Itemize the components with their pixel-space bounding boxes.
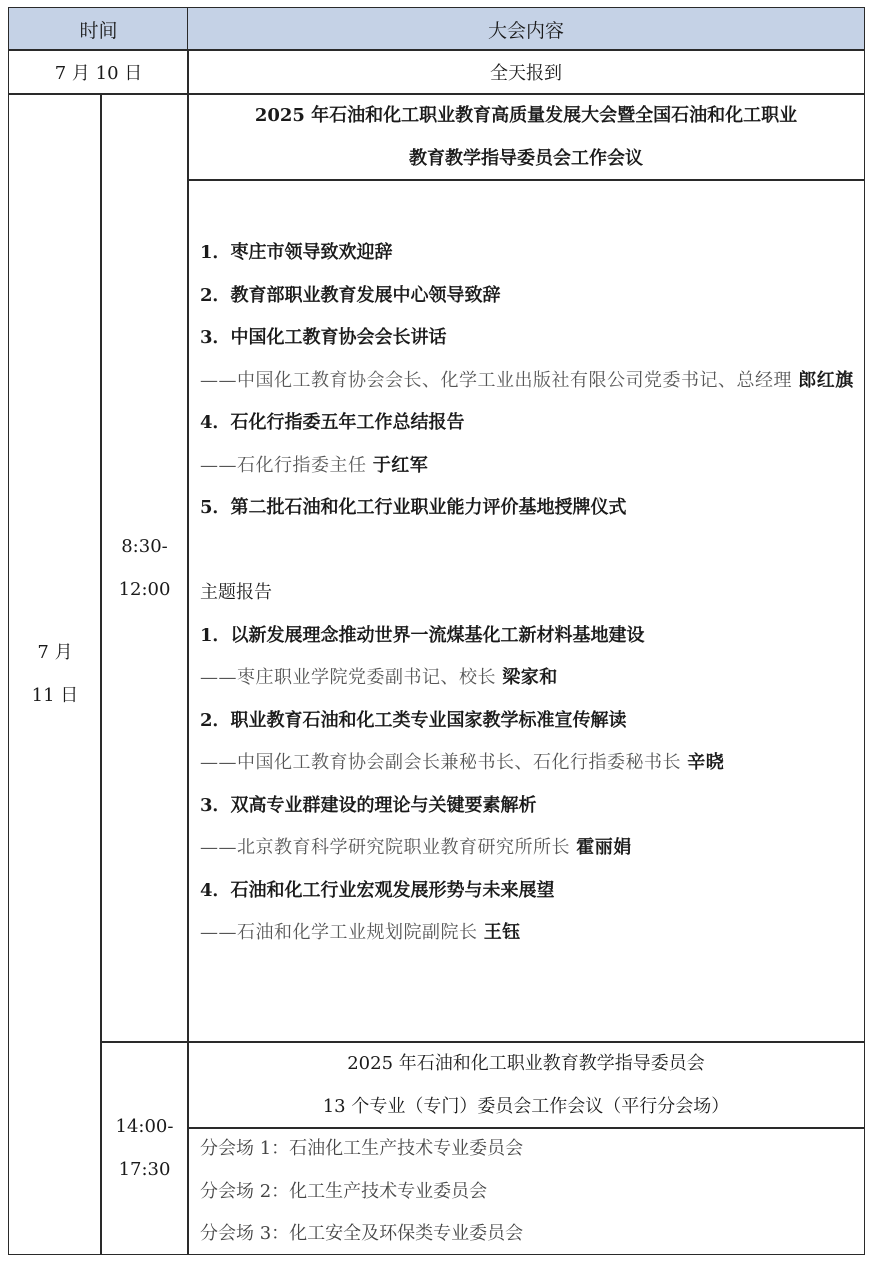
report-1-speaker-title: ——枣庄职业学院党委副书记、校长 [200, 667, 496, 688]
report-1-speaker-name: 梁家和 [502, 667, 558, 688]
afternoon-title-cell [187, 1041, 865, 1129]
report-2-speaker-name: 辛晓 [687, 752, 725, 773]
agenda-item-4-speaker [200, 445, 864, 488]
morning-title-line1: 2025 年石油和化工职业教育高质量发展大会暨全国石油和化工职业 [254, 105, 798, 126]
afternoon-time-end: 17:30 [118, 1159, 171, 1180]
afternoon-time-start: 14:00- [115, 1116, 174, 1137]
report-2: 2．职业教育石油和化工类专业国家教学标准宣传解读 [200, 709, 627, 731]
morning-title-line2: 教育教学指导委员会工作会议 [409, 148, 643, 169]
day2-date-cell [8, 93, 102, 1255]
afternoon-time [116, 1105, 174, 1191]
day2-date-month: 7 月 [37, 642, 73, 663]
report-2-speaker [200, 742, 864, 785]
afternoon-title-line2: 13 个专业（专门）委员会工作会议（平行分会场） [322, 1096, 730, 1117]
agenda-item-3-speaker-title: ——中国化工教育协会会长、化学工业出版社有限公司党委书记、总经理 [200, 369, 792, 391]
day1-content: 全天报到 [490, 63, 562, 84]
agenda-item-4: 4．石化行指委五年工作总结报告 [200, 412, 465, 433]
afternoon-time-cell [100, 1041, 189, 1255]
report-1-speaker [200, 657, 864, 700]
agenda-item-4-speaker-name: 于红军 [372, 454, 429, 476]
session-3: 分会场 3：化工安全及环保类专业委员会 [200, 1223, 524, 1244]
schedule-table [8, 7, 865, 1255]
morning-time [119, 525, 171, 611]
header-time-cell [8, 7, 189, 51]
report-3-speaker-title: ——北京教育科学研究院职业教育研究所所长 [200, 837, 570, 858]
morning-time-start: 8:30- [121, 536, 168, 557]
session-1: 分会场 1：石油化工生产技术专业委员会 [200, 1138, 524, 1159]
morning-time-cell [100, 93, 189, 1043]
report-3: 3．双高专业群建设的理论与关键要素解析 [200, 794, 537, 816]
report-1: 1．以新发展理念推动世界一流煤基化工新材料基地建设 [200, 624, 645, 646]
report-3-speaker-name: 霍丽娟 [576, 837, 632, 858]
report-4: 4．石油和化工行业宏观发展形势与未来展望 [200, 879, 555, 901]
day1-content-cell [187, 49, 865, 95]
day2-date [32, 631, 79, 717]
agenda-item-3-speaker [200, 360, 855, 403]
report-2-speaker-title: ——中国化工教育协会副会长兼秘书长、石化行指委秘书长 [200, 752, 681, 773]
day1-date: 7 月 10 日 [54, 63, 143, 84]
afternoon-sessions-cell [187, 1127, 865, 1255]
header-time-label: 时间 [79, 19, 118, 42]
report-4-speaker-name: 王钰 [483, 922, 521, 943]
report-heading: 主题报告 [200, 582, 272, 603]
agenda-item-1: 1．枣庄市领导致欢迎辞 [200, 242, 393, 263]
afternoon-title-line1: 2025 年石油和化工职业教育教学指导委员会 [347, 1053, 705, 1074]
report-3-speaker [200, 827, 864, 870]
agenda-item-3-speaker-name: 郎红旗 [798, 369, 854, 391]
session-2: 分会场 2：化工生产技术专业委员会 [200, 1180, 488, 1202]
agenda-item-4-speaker-title: ——石化行指委主任 [200, 454, 367, 476]
morning-title-cell [187, 93, 865, 181]
agenda-item-5: 5．第二批石油和化工行业职业能力评价基地授牌仪式 [200, 497, 627, 518]
morning-time-end: 12:00 [118, 579, 171, 600]
report-4-speaker-title: ——石油和化学工业规划院副院长 [200, 922, 478, 943]
report-4-speaker [200, 912, 864, 955]
agenda-item-2: 2．教育部职业教育发展中心领导致辞 [200, 284, 501, 306]
day1-date-cell [8, 49, 189, 95]
header-content-cell [187, 7, 865, 51]
morning-agenda-cell [187, 179, 865, 1043]
agenda-item-3: 3．中国化工教育协会会长讲话 [200, 327, 447, 348]
day2-date-day: 11 日 [31, 685, 79, 706]
header-content-label: 大会内容 [487, 19, 564, 42]
